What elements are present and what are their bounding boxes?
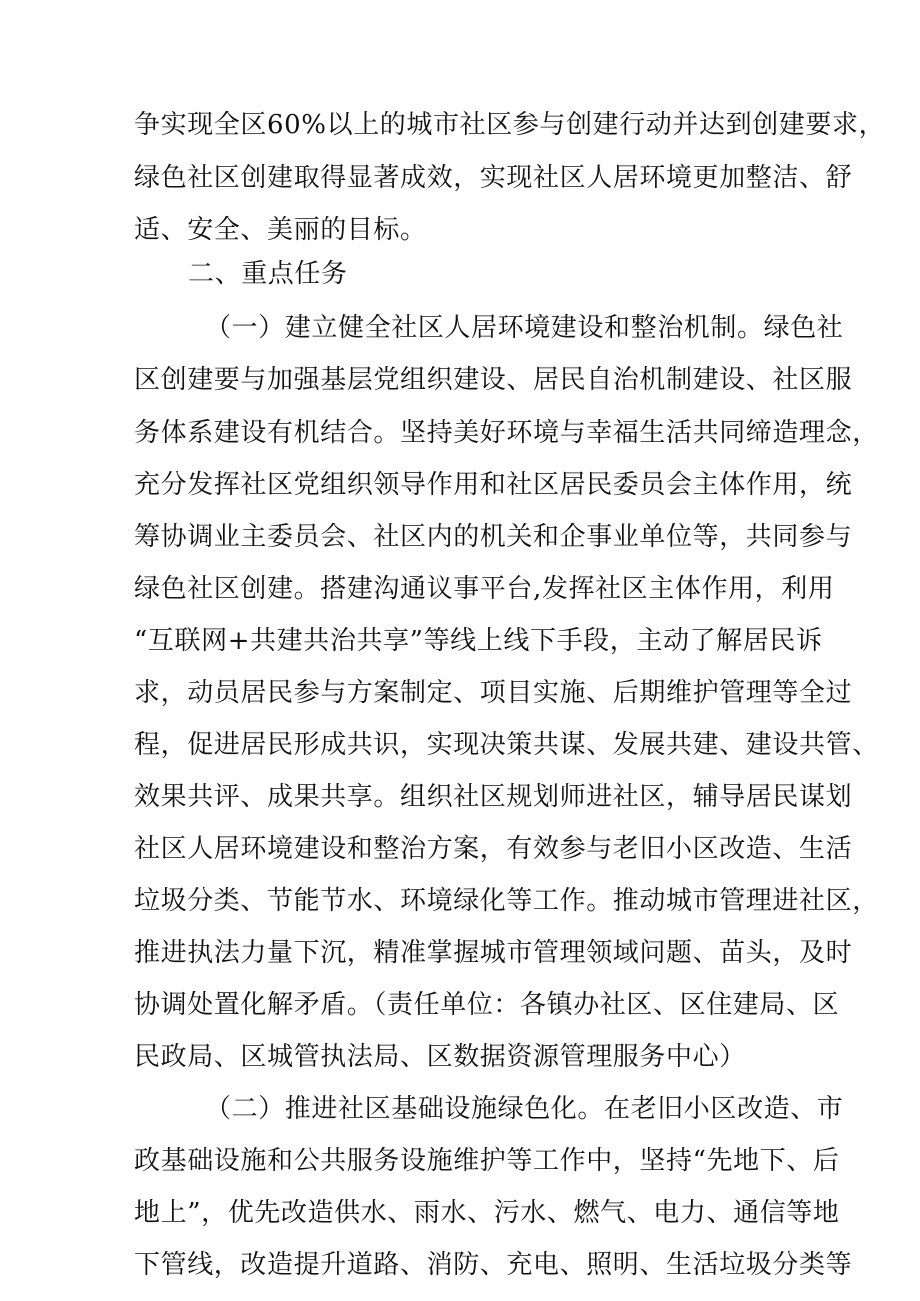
paragraph-line: 垃圾分类、节能节水、环境绿化等工作。推动城市管理进社区， <box>134 886 879 916</box>
paragraph-line: 求，动员居民参与方案制定、项目实施、后期维护管理等全过 <box>134 678 853 708</box>
paragraph-line: 程，促进居民形成共识，实现决策共谋、发展共建、建设共管、 <box>134 730 879 760</box>
paragraph-line: 争实现全区60%以上的城市社区参与创建行动并达到创建要求， <box>134 110 886 140</box>
paragraph-line: 协调处置化解矛盾。（责任单位：各镇办社区、区住建局、区 <box>134 990 840 1020</box>
paragraph-line: （一）建立健全社区人居环境建设和整治机制。绿色社 <box>205 313 844 343</box>
section-heading: 二、重点任务 <box>188 259 348 289</box>
paragraph-line: 下管线，改造提升道路、消防、充电、照明、生活垃圾分类等 <box>134 1250 853 1280</box>
paragraph-line: （二）推进社区基础设施绿色化。在老旧小区改造、市 <box>205 1094 844 1124</box>
paragraph-line: 政基础设施和公共服务设施维护等工作中，坚持“先地下、后 <box>134 1146 840 1176</box>
paragraph-line: 效果共评、成果共享。组织社区规划师进社区，辅导居民谋划 <box>134 782 853 812</box>
paragraph-line: 绿色社区创建取得显著成效，实现社区人居环境更加整洁、舒 <box>134 163 853 193</box>
paragraph-line: 绿色社区创建。搭建沟通议事平台,发挥社区主体作用，利用 <box>134 574 835 604</box>
paragraph-line: 务体系建设有机结合。坚持美好环境与幸福生活共同缔造理念， <box>134 418 879 448</box>
paragraph-line: 地上”，优先改造供水、雨水、污水、燃气、电力、通信等地 <box>134 1198 840 1228</box>
paragraph-line: 筹协调业主委员会、社区内的机关和企事业单位等，共同参与 <box>134 522 853 552</box>
paragraph-line: “互联网+共建共治共享”等线上线下手段，主动了解居民诉 <box>134 626 823 656</box>
paragraph-line: 民政局、区城管执法局、区数据资源管理服务中心） <box>134 1042 746 1072</box>
paragraph-line: 区创建要与加强基层党组织建设、居民自治机制建设、社区服 <box>134 365 853 395</box>
paragraph-line: 充分发挥社区党组织领导作用和社区居民委员会主体作用，统 <box>134 470 853 500</box>
paragraph-line: 适、安全、美丽的目标。 <box>134 215 427 245</box>
paragraph-line: 社区人居环境建设和整治方案，有效参与老旧小区改造、生活 <box>134 834 853 864</box>
paragraph-line: 推进执法力量下沉，精准掌握城市管理领域问题、苗头，及时 <box>134 938 853 968</box>
